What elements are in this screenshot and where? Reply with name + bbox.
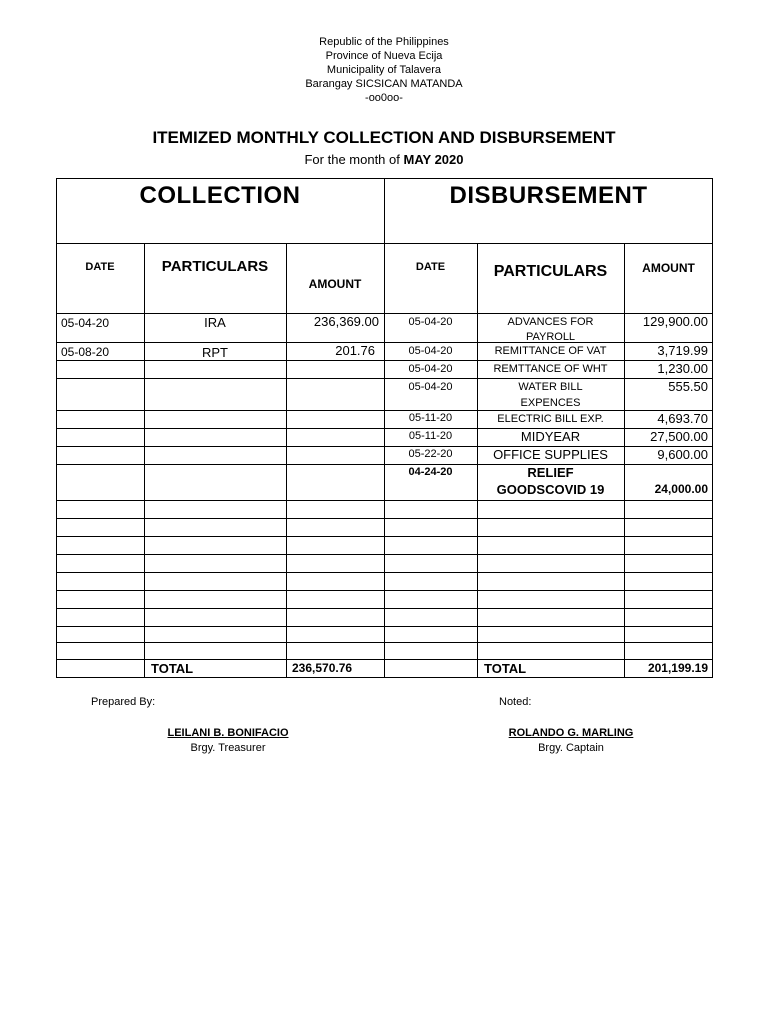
disbursement-row-3-particulars: REMTTANCE OF WHT <box>493 363 608 375</box>
disbursement-row-4-particulars-line2: EXPENCES <box>520 397 581 409</box>
disbursement-col-date: DATE <box>415 261 446 273</box>
header-barangay: Barangay SICSICAN MATANDA <box>305 78 463 90</box>
collection-row-2-particulars: RPT <box>202 345 228 360</box>
disbursement-row-4-amount: 555.50 <box>668 379 708 394</box>
treasurer-name: LEILANI B. BONIFACIO <box>167 727 289 739</box>
disbursement-row-8-amount: 24,000.00 <box>654 482 708 496</box>
disbursement-heading: DISBURSEMENT <box>449 182 648 209</box>
col-line <box>384 178 385 678</box>
collection-total-amount: 236,570.76 <box>292 661 353 675</box>
disbursement-row-7-date: 05-22-20 <box>408 448 453 460</box>
disbursement-row-1-date: 05-04-20 <box>408 316 453 328</box>
ledger-table <box>56 178 713 678</box>
noted-label: Noted: <box>499 696 532 708</box>
disbursement-total-label: TOTAL <box>484 661 527 676</box>
disbursement-row-8-particulars: RELIEF <box>527 465 574 480</box>
header-municipality: Municipality of Talavera <box>326 64 442 76</box>
disbursement-row-5-particulars: ELECTRIC BILL EXP. <box>497 413 604 425</box>
collection-total-label: TOTAL <box>151 661 194 676</box>
table-border-right <box>712 178 713 678</box>
disbursement-row-6-date: 05-11-20 <box>408 430 453 442</box>
collection-col-amount: AMOUNT <box>308 277 362 291</box>
disbursement-row-5-amount: 4,693.70 <box>657 411 708 426</box>
document-title: ITEMIZED MONTHLY COLLECTION AND DISBURSEMENT <box>152 128 616 147</box>
disbursement-row-5-date: 05-11-20 <box>408 412 453 424</box>
disbursement-row-1-particulars-line2: PAYROLL <box>525 331 576 343</box>
month-value: MAY 2020 <box>403 152 464 167</box>
disbursement-row-2-particulars: REMITTANCE OF VAT <box>494 345 607 357</box>
disbursement-row-8-date: 04-24-20 <box>408 466 453 478</box>
month-line <box>0 152 768 167</box>
collection-heading: COLLECTION <box>139 182 301 209</box>
collection-row-1-particulars: IRA <box>204 315 226 330</box>
collection-col-date: DATE <box>85 261 115 273</box>
disbursement-row-4-date: 05-04-20 <box>408 381 453 393</box>
disbursement-row-2-amount: 3,719.99 <box>657 343 708 358</box>
collection-col-particulars: PARTICULARS <box>161 258 269 275</box>
col-line <box>144 243 145 678</box>
collection-row-2-date: 05-08-20 <box>61 345 110 359</box>
captain-name: ROLANDO G. MARLING <box>508 727 634 739</box>
disbursement-col-amount: AMOUNT <box>642 261 695 275</box>
collection-row-1-amount: 236,369.00 <box>313 314 379 329</box>
disbursement-row-4-particulars: WATER BILL <box>518 381 583 393</box>
header-province: Province of Nueva Ecija <box>325 50 443 62</box>
table-border-left <box>56 178 57 678</box>
disbursement-row-2-date: 05-04-20 <box>408 345 453 357</box>
treasurer-title: Brgy. Treasurer <box>190 742 266 754</box>
disbursement-total-amount: 201,199.19 <box>647 661 708 675</box>
disbursement-row-3-amount: 1,230.00 <box>657 361 708 376</box>
disbursement-row-8-particulars-line2: GOODSCOVID 19 <box>496 482 605 497</box>
col-line <box>286 243 287 678</box>
collection-row-1-date: 05-04-20 <box>61 316 110 330</box>
disbursement-row-6-amount: 27,500.00 <box>650 429 708 444</box>
header-ornament: -oo0oo- <box>365 92 403 104</box>
disbursement-row-3-date: 05-04-20 <box>408 363 453 375</box>
disbursement-row-6-particulars: MIDYEAR <box>520 429 581 444</box>
month-prefix: For the month of <box>304 152 400 167</box>
disbursement-row-7-amount: 9,600.00 <box>657 447 708 462</box>
header-republic: Republic of the Philippines <box>319 36 449 48</box>
collection-row-2-amount: 201.76 <box>335 343 375 358</box>
disbursement-row-7-particulars: OFFICE SUPPLIES <box>493 447 608 462</box>
disbursement-row-1-amount: 129,900.00 <box>642 314 708 329</box>
captain-title: Brgy. Captain <box>538 742 604 754</box>
disbursement-row-1-particulars: ADVANCES FOR <box>507 316 594 328</box>
disbursement-col-particulars: PARTICULARS <box>493 263 608 280</box>
prepared-by-label: Prepared By: <box>91 696 156 708</box>
